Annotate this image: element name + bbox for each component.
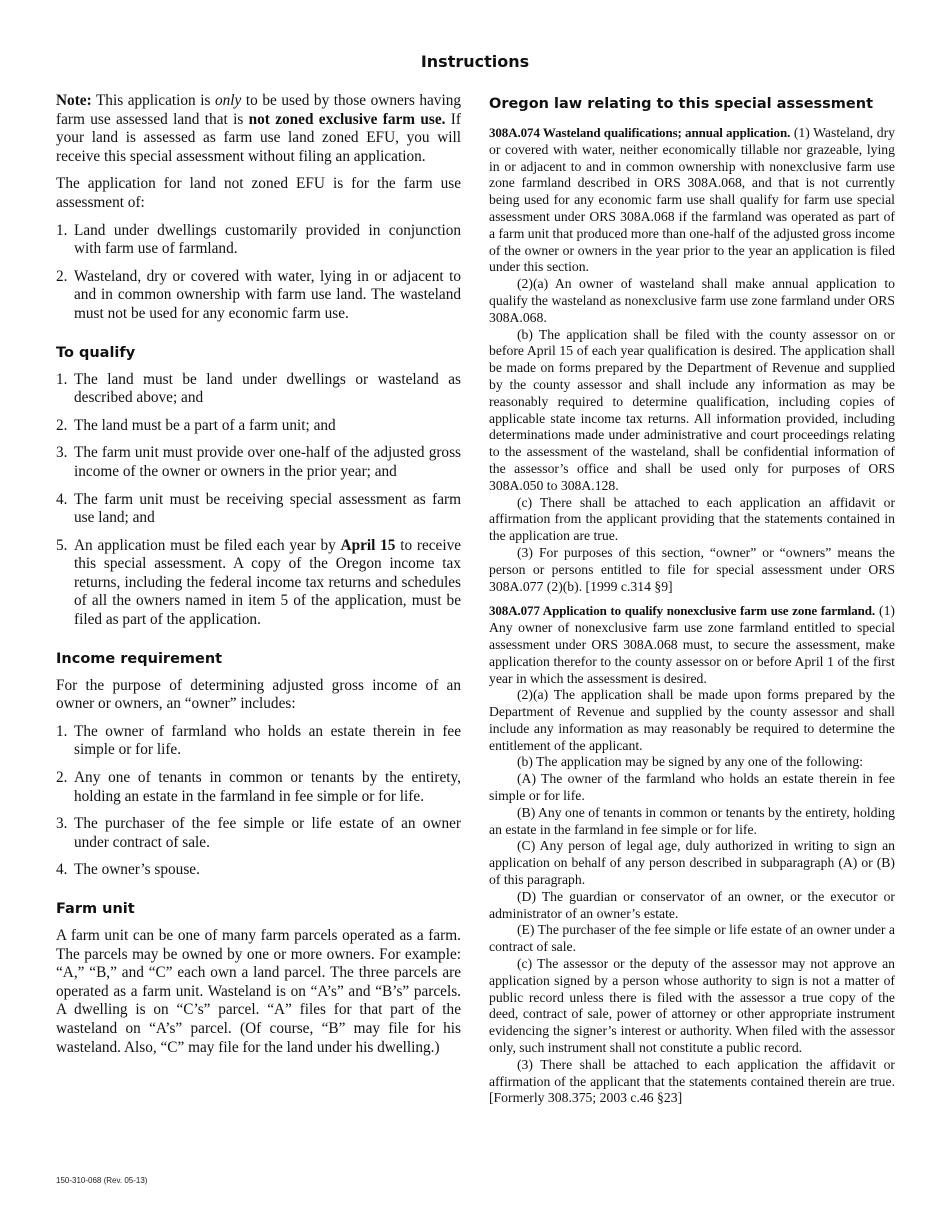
qualify-list [56, 371, 461, 630]
list-item [56, 769, 461, 806]
list-item [56, 371, 461, 408]
owner-list [56, 723, 461, 880]
list-text: The land must be a part of a farm unit; and [74, 416, 336, 434]
list-text: Wasteland, dry or covered with water, lying in or adjacent to and in common ownership with farm use land. The wasteland must not be used for any economic farm use. [74, 267, 461, 322]
statute-308a077-p10: (3) There shall be attached to each application the affidavit or affirmation of the applicant that the statements contained therein are true. [Formerly 308.375; 2003 c.46 §23] [489, 1056, 895, 1106]
statute-308a074-p1 [489, 125, 895, 276]
note-only: only [215, 92, 242, 109]
list-item [56, 222, 461, 259]
list-item [56, 268, 461, 324]
list-item [56, 723, 461, 760]
statute-308a077-p8: (E) The purchaser of the fee simple or life estate of an owner under a contract of sale. [489, 922, 895, 955]
intro-paragraph: The application for land not zoned EFU is for the farm use assessment of: [56, 175, 461, 211]
list-text: Land under dwellings customarily provided in conjunction with farm use of farmland. [74, 221, 461, 258]
list-item [56, 861, 461, 880]
income-intro: For the purpose of determining adjusted gross income of an owner or owners, an “owner” includes: [56, 676, 461, 713]
list-number: 1. [56, 221, 68, 239]
statute-308a077-p1 [489, 603, 895, 687]
statute-308a077-p7: (D) The guardian or conservator of an owner, or the executor or administrator of an owner’s estate. [489, 888, 895, 921]
list-item [56, 491, 461, 528]
statute-text: (1) Wasteland, dry or covered with water, neither economically tillable nor grazeable, lying in or adjacent to and in common ownership with nonexclusive farm use zone farmland described in ORS 308A.068, and that is not currently being used for any economic farm use shall qualify for farm use special assessment under ORS 308A.068 if the farmland was operated as part of a farm unit that produced more than one-half of the adjusted gross income of the owner or owners in the year prior to the year an application is filed under this section. [489, 125, 896, 275]
list-number: 2. [56, 267, 68, 285]
statute-308a077-p2: (2)(a) The application shall be made upon forms prepared by the Department of Revenue and supplied by the county assessor and shall include any information as may reasonably be required to determine the entitlement of the applicant. [489, 687, 895, 753]
note-text-3: If your land is assessed as farm use land zoned EFU, you will receive this special assessment without filing an application. [56, 110, 461, 165]
list-text: The farm unit must be receiving special assessment as farm use land; and [74, 490, 461, 527]
list-number: 5. [56, 536, 68, 554]
income-heading: Income requirement [56, 650, 223, 667]
page-title: Instructions [420, 52, 530, 71]
list-text: The owner of farmland who holds an estate therein in fee simple or for life. [74, 722, 461, 759]
list-item [56, 815, 461, 852]
statute-308a074-title: 308A.074 Wasteland qualifications; annual application. [489, 125, 791, 140]
left-column [56, 92, 461, 1066]
list-text: to receive this special assessment. A copy of the Oregon income tax returns, including the federal income tax returns and schedules of all the owners named in item 5 of the application, must be filed as part of the application. [74, 536, 462, 629]
list-text: The farm unit must provide over one-half of the adjusted gross income of the owner or owners in the prior year; and [74, 444, 461, 480]
list-number: 3. [56, 815, 68, 833]
note-text-2: to be used by those owners having farm use assessed land that is [56, 92, 461, 128]
law-heading: Oregon law relating to this special assessment [489, 96, 874, 112]
statute-308a074-p3: (b) The application shall be filed with the county assessor on or before April 15 of each year qualification is desired. The application shall be made on forms prepared by the Department of Revenue and supplied by the county assessor and shall include any information as may be reasonably required to determine qualification, including copies of applicable state income tax returns. All information provided, including determinations made under administrative and court proceedings relating to the assessment of the wasteland, shall be confidential information of the assessor’s office and shall be used only for purposes of ORS 308A.050 to 308A.128. [489, 326, 895, 493]
statute-308a074-p2: (2)(a) An owner of wasteland shall make annual application to qualify the wasteland as nonexclusive farm use zone farmland under ORS 308A.068. [489, 276, 895, 325]
list-number: 4. [56, 490, 68, 508]
qualify-heading: To qualify [56, 344, 136, 361]
list-item [56, 417, 461, 436]
statute-308a077-title: 308A.077 Application to qualify nonexclusive farm use zone farmland. [489, 603, 876, 619]
list-number: 1. [56, 370, 68, 388]
form-number: 150-310-068 (Rev. 05-13) [56, 1176, 148, 1185]
note-paragraph [56, 92, 461, 166]
farm-unit-paragraph: A farm unit can be one of many farm parcels operated as a farm. The parcels may be owned by one or more owners. For example: “A,” “B,” and “C” each own a land parcel. The three parcels are operated as a farm unit. Wasteland is on “A’s” and “B’s” parcels. A dwelling is on “C’s” parcel. “A” files for that part of the wasteland on “A’s” parcel. (Of course, “B” may file for his wasteland. Also, “C” may file for the land under his dwelling.) [56, 927, 461, 1056]
list-item [56, 444, 461, 481]
statute-308a077-p5: (B) Any one of tenants in common or tenants by the entirety, holding an estate in the farmland in fee simple or for life. [489, 804, 895, 837]
statute-308a077-p9: (c) The assessor or the deputy of the assessor may not approve an application signed by a person whose authority to sign is not a matter of public record unless there is filed with the assessor a true copy of the deed, contract of sale, power of attorney or other appropriate instrument evidencing the signer’s interest or authority. When filed with the assessor only, such instrument shall not constitute a public record. [489, 956, 895, 1056]
deadline-date: April 15 [340, 536, 396, 554]
list-number: 2. [56, 769, 68, 787]
list-number: 3. [56, 444, 68, 462]
right-column [489, 95, 895, 1107]
note-text-1: This application is [91, 92, 215, 109]
statute-308a077-p4: (A) The owner of the farmland who holds an estate therein in fee simple or for life. [489, 771, 895, 804]
list-number: 4. [56, 861, 68, 879]
list-number: 2. [56, 416, 68, 434]
list-text: The owner’s spouse. [74, 861, 200, 879]
statute-308a077-p6: (C) Any person of legal age, duly authorized in writing to sign an application on behalf of any person described in subparagraph (A) or (B) of this paragraph. [489, 838, 895, 888]
list-text: The land must be land under dwellings or wasteland as described above; and [74, 370, 461, 407]
list-number: 1. [56, 722, 68, 740]
list-text: The purchaser of the fee simple or life estate of an owner under contract of sale. [74, 815, 461, 851]
list-text: Any one of tenants in common or tenants by the entirety, holding an estate in the farmland in fee simple or for life. [74, 769, 461, 805]
note-bold: not zoned exclusive farm use. [248, 110, 446, 128]
statute-308a074-p5: (3) For purposes of this section, “owner” or “owners” means the person or persons entitled to file for special assessment under ORS 308A.077 (2)(b). [1999 c.314 §9] [489, 544, 895, 594]
list-item [56, 537, 461, 630]
assessment-list [56, 222, 461, 324]
statute-text: (1) Any owner of nonexclusive farm use zone farmland entitled to special assessment under ORS 308A.068 must, to secure the assessment, make application therefor to the county assessor on or before April 1 of the first year in which the assessment is desired. [489, 603, 895, 686]
note-label: Note: [56, 92, 92, 109]
statute-308a074-p4: (c) There shall be attached to each application an affidavit or affirmation from the applicant providing that the statements contained in the application are true. [489, 494, 895, 544]
statute-308a077-p3: (b) The application may be signed by any one of the following: [517, 754, 864, 770]
farm-unit-heading: Farm unit [56, 901, 135, 917]
list-text: An application must be filed each year by [74, 536, 341, 554]
